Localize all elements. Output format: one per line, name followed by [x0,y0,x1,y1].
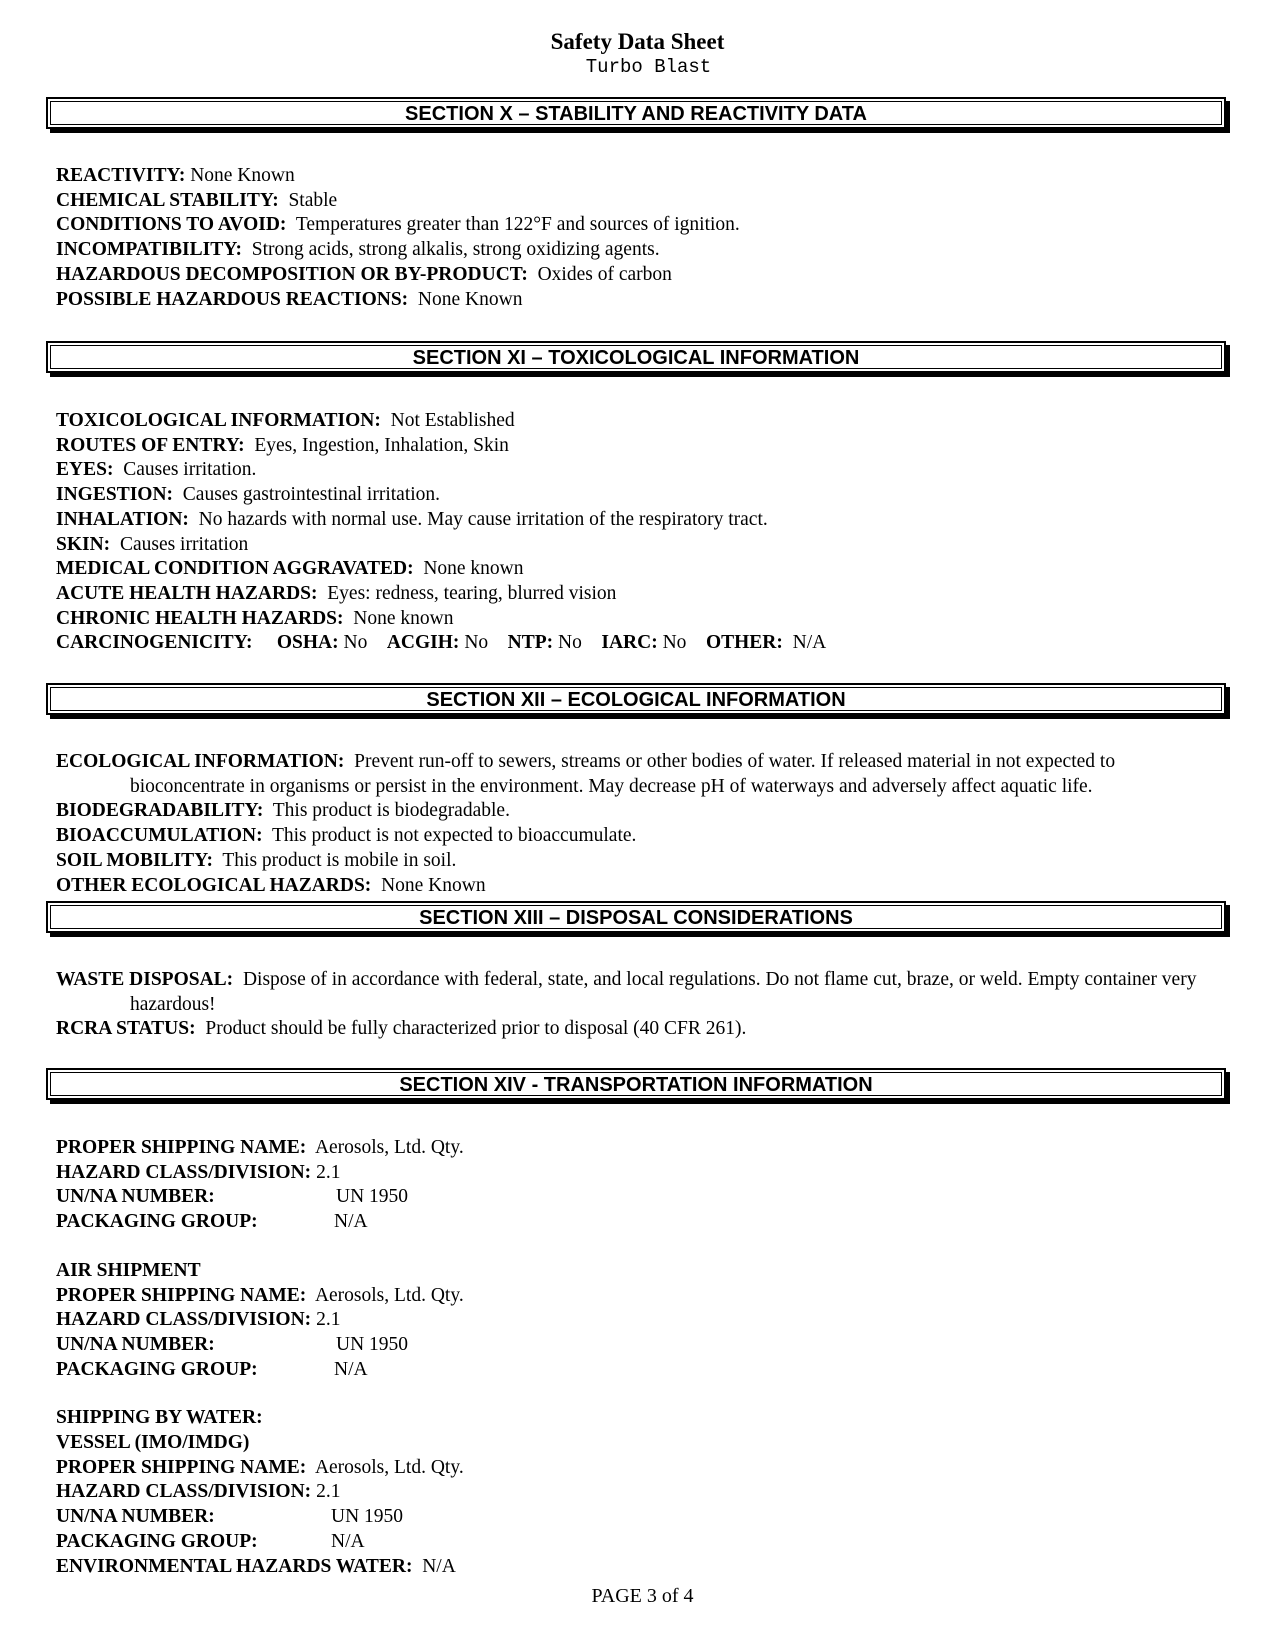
inhalation-row: INHALATION: No hazards with normal use. May cause irritation of the respiratory tract. [56,508,768,530]
air-packaging-group-row: PACKAGING GROUP: N/A [56,1358,368,1380]
water-shipping-name-row: PROPER SHIPPING NAME: Aerosols, Ltd. Qty. [56,1456,464,1478]
section-14-body [56,1136,1226,1579]
other-ecological-hazards-row: OTHER ECOLOGICAL HAZARDS: None Known [56,874,486,896]
chemical-stability-row: CHEMICAL STABILITY: Stable [56,189,338,211]
skin-row: SKIN: Causes irritation [56,533,249,555]
medical-condition-row: MEDICAL CONDITION AGGRAVATED: None known [56,558,524,580]
toxicological-information-row: TOXICOLOGICAL INFORMATION: Not Established [56,410,515,431]
section-title: SECTION XII – ECOLOGICAL INFORMATION [426,689,846,711]
ground-un-number-row: UN/NA NUMBER: UN 1950 [56,1186,409,1208]
water-hazard-class-row: HAZARD CLASS/DIVISION: 2.1 [56,1481,341,1503]
section-title: SECTION X – STABILITY AND REACTIVITY DATA [405,103,867,125]
air-hazard-class-row: HAZARD CLASS/DIVISION: 2.1 [56,1309,341,1331]
section-11-body [56,409,1226,656]
chronic-health-hazards-row: CHRONIC HEALTH HAZARDS: None known [56,607,454,629]
air-shipping-name-row: PROPER SHIPPING NAME: Aerosols, Ltd. Qty. [56,1284,464,1306]
ground-shipping-name-row: PROPER SHIPPING NAME: Aerosols, Ltd. Qty. [56,1137,464,1158]
section-10-body [56,164,1226,312]
section-13-header [46,901,1226,933]
eyes-row: EYES: Causes irritation. [56,459,257,481]
water-shipping-heading: SHIPPING BY WATER: [56,1407,263,1429]
reactivity-row: REACTIVITY: None Known [56,165,295,186]
carcinogenicity-row: CARCINOGENICITY: OSHA: No ACGIH: No NTP: No IARC: No OTHER: N/A [56,632,827,654]
hazardous-decomposition-row: HAZARDOUS DECOMPOSITION OR BY-PRODUCT: Oxides of carbon [56,263,672,285]
section-14-header [46,1068,1226,1100]
section-13-body [56,968,1226,1042]
section-12-header [46,683,1226,715]
water-packaging-group-row: PACKAGING GROUP: N/A [56,1530,365,1552]
section-11-header [46,341,1226,373]
routes-of-entry-row: ROUTES OF ENTRY: Eyes, Ingestion, Inhalation, Skin [56,434,509,456]
environmental-hazards-water-row: ENVIRONMENTAL HAZARDS WATER: N/A [56,1555,456,1577]
air-shipment-heading: AIR SHIPMENT [56,1259,201,1281]
ground-packaging-group-row: PACKAGING GROUP: N/A [56,1211,368,1233]
ecological-information-row: ECOLOGICAL INFORMATION: Prevent run-off to sewers, streams or other bodies of water. If released material in not expected to bioconcentrate in organisms or persist in the environment. May decrease pH of waterways and adversely affect aquatic life. [56,751,1116,797]
air-un-number-row: UN/NA NUMBER: UN 1950 [56,1333,409,1355]
water-un-number-row: UN/NA NUMBER: UN 1950 [56,1506,404,1528]
vessel-heading: VESSEL (IMO/IMDG) [56,1432,250,1454]
ground-hazard-class-row: HAZARD CLASS/DIVISION: 2.1 [56,1161,341,1183]
section-12-body [56,750,1226,898]
incompatibility-row: INCOMPATIBILITY: Strong acids, strong alkalis, strong oxidizing agents. [56,239,660,261]
section-10-header [46,97,1226,129]
bioaccumulation-row: BIOACCUMULATION: This product is not expected to bioaccumulate. [56,825,637,847]
waste-disposal-row: WASTE DISPOSAL: Dispose of in accordance with federal, state, and local regulations. Do not flame cut, braze, or weld. Empty container very hazardous! [56,969,1197,1015]
biodegradability-row: BIODEGRADABILITY: This product is biodegradable. [56,800,510,822]
possible-hazardous-reactions-row: POSSIBLE HAZARDOUS REACTIONS: None Known [56,288,523,310]
document-title: Safety Data Sheet [550,29,725,54]
conditions-to-avoid-row: CONDITIONS TO AVOID: Temperatures greater than 122°F and sources of ignition. [56,214,740,236]
page-number: PAGE 3 of 4 [591,1585,694,1607]
soil-mobility-row: SOIL MOBILITY: This product is mobile in soil. [56,849,457,871]
section-title: SECTION XI – TOXICOLOGICAL INFORMATION [412,347,860,369]
ingestion-row: INGESTION: Causes gastrointestinal irritation. [56,484,441,506]
section-title: SECTION XIV - TRANSPORTATION INFORMATION [399,1074,873,1096]
section-title: SECTION XIII – DISPOSAL CONSIDERATIONS [419,907,853,929]
acute-health-hazards-row: ACUTE HEALTH HAZARDS: Eyes: redness, tearing, blurred vision [56,582,617,604]
rcra-status-row: RCRA STATUS: Product should be fully characterized prior to disposal (40 CFR 261). [56,1018,747,1040]
product-name: Turbo Blast [585,56,712,78]
